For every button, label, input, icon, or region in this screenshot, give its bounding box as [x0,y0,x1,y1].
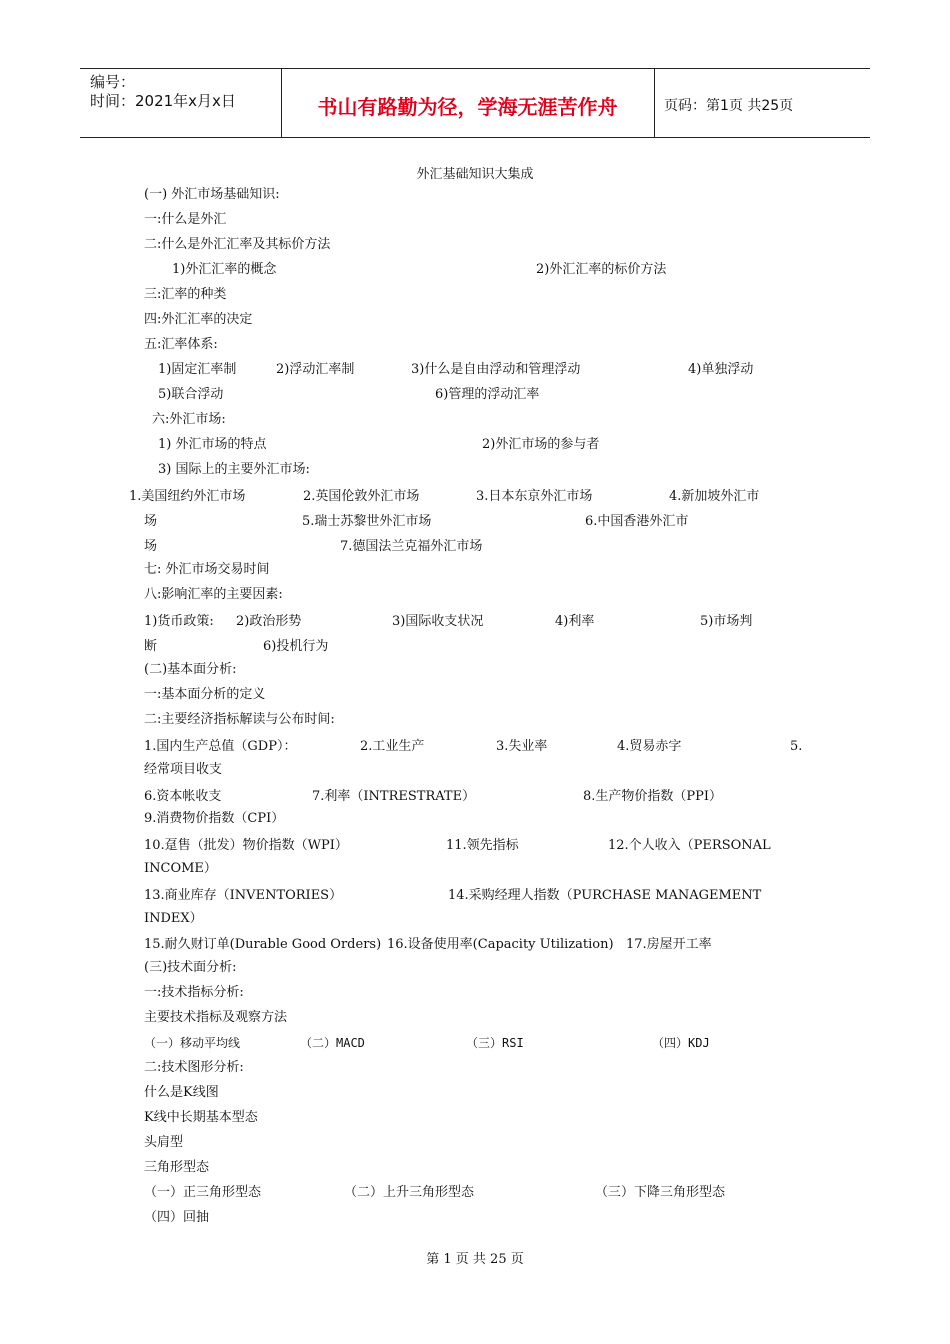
indicator-item: 8.生产物价指数（PPI） [583,789,723,804]
tech-indicator: （四）KDJ [652,1036,710,1050]
market-item: 3.日本东京外汇市场 [476,489,593,504]
indicator-item: 14.采购经理人指数（PURCHASE MANAGEMENT [448,888,762,903]
outline-item: 五:汇率体系: [144,337,218,352]
indicator-item: INCOME） [144,861,217,876]
outline-subitem: 1)固定汇率制 [158,362,237,377]
pattern-item: （三）下降三角形型态 [595,1185,726,1200]
header-page-info: 页码：第1页 共25页 [664,98,794,114]
outline-item: 三角形型态 [144,1160,210,1175]
indicator-item: 经常项目收支 [144,762,223,777]
indicator-item: 16.设备使用率(Capacity Utilization) [387,937,614,952]
indicator-item: 5. [790,739,803,754]
market-item: 2.英国伦敦外汇市场 [303,489,420,504]
market-item: 5.瑞士苏黎世外汇市场 [302,514,432,529]
market-item: 场 [144,539,158,554]
market-item: 7.德国法兰克福外汇市场 [340,539,483,554]
indicator-item: 10.趸售（批发）物价指数（WPI） [144,838,348,853]
outline-item: 八:影响汇率的主要因素: [144,587,283,602]
outline-subitem: 3) 国际上的主要外汇市场: [158,462,310,477]
indicator-item: 13.商业库存（INVENTORIES） [144,888,343,903]
market-item: 6.中国香港外汇市 [585,514,689,529]
indicator-item: 9.消费物价指数（CPI） [144,811,285,826]
outline-item: 主要技术指标及观察方法 [144,1010,288,1025]
section-heading: (二)基本面分析: [144,662,237,677]
outline-item: 一:技术指标分析: [144,985,244,1000]
outline-item: 头肩型 [144,1135,184,1150]
outline-item: 四:外汇汇率的决定 [144,312,253,327]
document-header [80,68,870,138]
header-meta [90,73,236,111]
factor-item: 2)政治形势 [236,614,302,629]
outline-subitem: 1)外汇汇率的概念 [172,262,277,277]
pattern-item: （一）正三角形型态 [144,1185,262,1200]
outline-subitem: 1) 外汇市场的特点 [158,437,267,452]
outline-subitem: 2)外汇汇率的标价方法 [536,262,667,277]
market-item: 1.美国纽约外汇市场 [129,489,246,504]
outline-item: 六:外汇市场: [152,412,226,427]
outline-item: 二:主要经济指标解读与公布时间: [144,712,335,727]
factor-item: 4)利率 [555,614,595,629]
outline-item: 七: 外汇市场交易时间 [144,562,270,577]
factor-item: 6)投机行为 [263,639,329,654]
indicator-item: 2.工业生产 [360,739,425,754]
indicator-item: 12.个人收入（PERSONAL [608,838,771,853]
outline-subitem: 5)联合浮动 [158,387,224,402]
outline-item: 一:基本面分析的定义 [144,687,266,702]
indicator-item: 7.利率（INTRESTRATE） [312,789,476,804]
outline-item: 什么是K线图 [144,1085,219,1100]
number-label: 编号： [90,73,136,91]
outline-subitem: 2)浮动汇率制 [276,362,355,377]
indicator-item: 15.耐久财订单(Durable Good Orders) [144,937,382,952]
indicator-item: 4.贸易赤字 [617,739,682,754]
indicator-item: INDEX） [144,911,203,926]
factor-item: 5)市场判 [700,614,753,629]
section-heading: (一) 外汇市场基础知识: [144,187,280,202]
factor-item: 断 [144,639,158,654]
pattern-item: （二）上升三角形型态 [344,1185,475,1200]
factor-item: 1)货币政策: [144,614,214,629]
tech-indicator: （三）RSI [466,1036,524,1050]
indicator-item: 3.失业率 [496,739,548,754]
date-label: 时间：2021年x月x日 [90,92,236,110]
indicator-item: 17.房屋开工率 [626,937,712,952]
outline-subitem: 3)什么是自由浮动和管理浮动 [411,362,581,377]
indicator-item: 1.国内生产总值（GDP）： [144,739,297,754]
outline-subitem: 4)单独浮动 [688,362,754,377]
outline-item: 一:什么是外汇 [144,212,227,227]
market-item: 4.新加坡外汇市 [669,489,760,504]
outline-item: 二:技术图形分析: [144,1060,244,1075]
indicator-item: 11.领先指标 [446,838,519,853]
market-item: 场 [144,514,158,529]
tech-indicator: （一）移动平均线 [144,1036,241,1050]
tech-indicator: （二）MACD [300,1036,365,1050]
outline-subitem: 6)管理的浮动汇率 [435,387,540,402]
header-divider [654,69,655,137]
pattern-item: （四）回抽 [144,1210,210,1225]
outline-item: K线中长期基本型态 [144,1110,258,1125]
header-motto: 书山有路勤为径，学海无涯苦作舟 [317,95,618,119]
factor-item: 3)国际收支状况 [392,614,484,629]
document-title: 外汇基础知识大集成 [416,167,534,182]
section-heading: (三)技术面分析: [144,960,237,975]
outline-item: 三:汇率的种类 [144,287,227,302]
page-footer: 第 1 页 共 25 页 [426,1252,524,1267]
indicator-item: 6.资本帐收支 [144,789,222,804]
outline-item: 二:什么是外汇汇率及其标价方法 [144,237,331,252]
outline-subitem: 2)外汇市场的参与者 [482,437,600,452]
